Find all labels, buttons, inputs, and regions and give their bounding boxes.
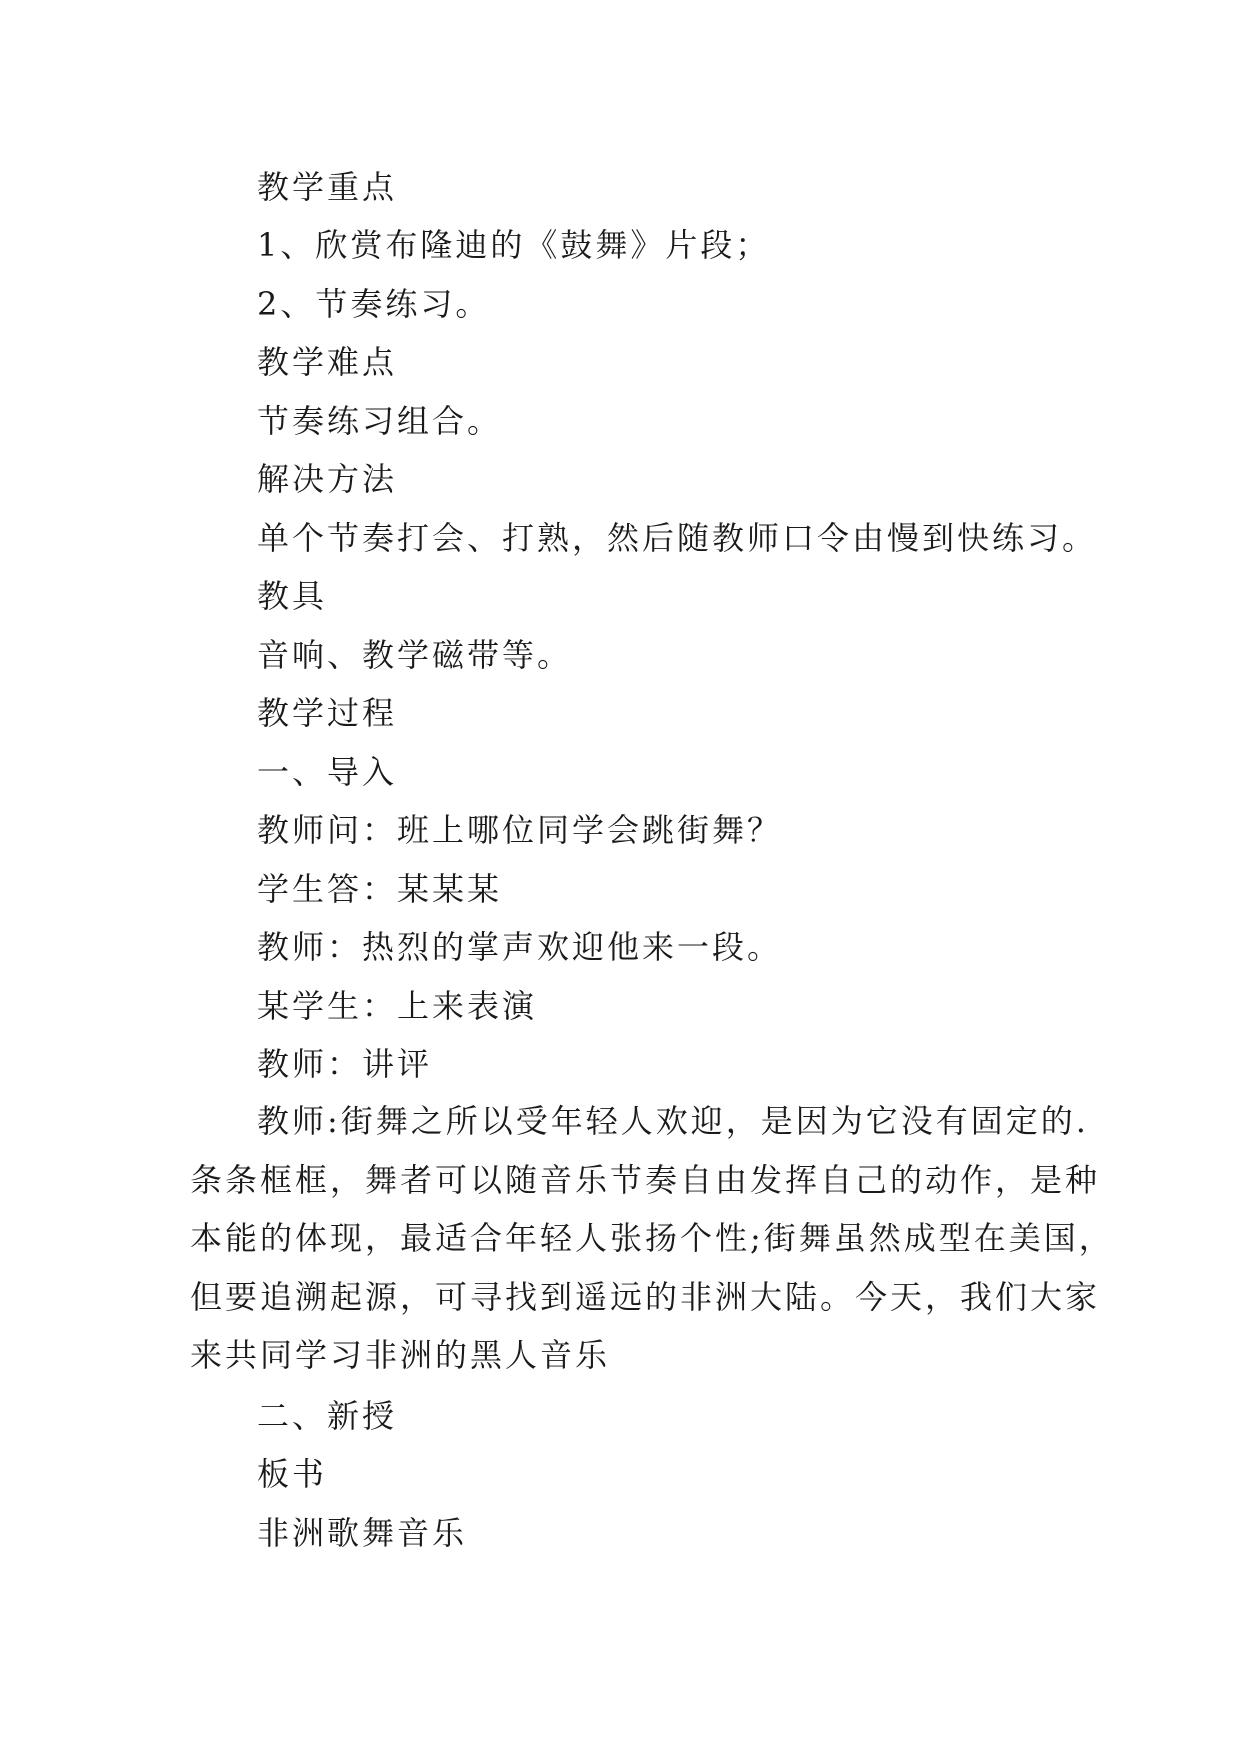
heading-teaching-focus: 教学重点 bbox=[257, 168, 398, 206]
section-new-lesson: 二、新授 bbox=[257, 1397, 398, 1435]
paragraph-line: 本能的体现，最适合年轻人张扬个性;街舞虽然成型在美国， bbox=[190, 1219, 1114, 1257]
section-introduction: 一、导入 bbox=[257, 753, 398, 791]
text-line: 节奏练习组合。 bbox=[257, 402, 503, 440]
heading-solution: 解决方法 bbox=[257, 460, 398, 498]
text-line: 板书 bbox=[257, 1455, 328, 1493]
body-paragraph bbox=[190, 1092, 1114, 1385]
paragraph-line: 教师:街舞之所以受年轻人欢迎，是因为它没有固定的. bbox=[257, 1102, 1089, 1140]
text-line: 某学生：上来表演 bbox=[257, 987, 538, 1025]
text-line: 非洲歌舞音乐 bbox=[257, 1514, 468, 1552]
heading-teaching-process: 教学过程 bbox=[257, 694, 398, 732]
text-line: 2、节奏练习。 bbox=[257, 285, 491, 323]
paragraph-line: 来共同学习非洲的黑人音乐 bbox=[190, 1336, 611, 1374]
paragraph-line: 但要追溯起源，可寻找到遥远的非洲大陆。今天，我们大家 bbox=[190, 1277, 1101, 1316]
paragraph-line: 条条框框，舞者可以随音乐节奏自由发挥自己的动作，是种 bbox=[190, 1160, 1101, 1199]
text-line: 教师问：班上哪位同学会跳街舞？ bbox=[257, 811, 783, 849]
heading-teaching-aids: 教具 bbox=[257, 577, 328, 615]
text-line: 教师：热烈的掌声欢迎他来一段。 bbox=[257, 928, 783, 966]
text-line: 1、欣赏布隆迪的《鼓舞》片段； bbox=[257, 226, 771, 264]
text-line: 单个节奏打会、打熟，然后随教师口令由慢到快练习。 bbox=[257, 519, 1098, 557]
text-line: 学生答：某某某 bbox=[257, 870, 503, 908]
text-line: 教师：讲评 bbox=[257, 1045, 433, 1083]
text-line: 音响、教学磁带等。 bbox=[257, 636, 573, 674]
heading-teaching-difficulty: 教学难点 bbox=[257, 343, 398, 381]
